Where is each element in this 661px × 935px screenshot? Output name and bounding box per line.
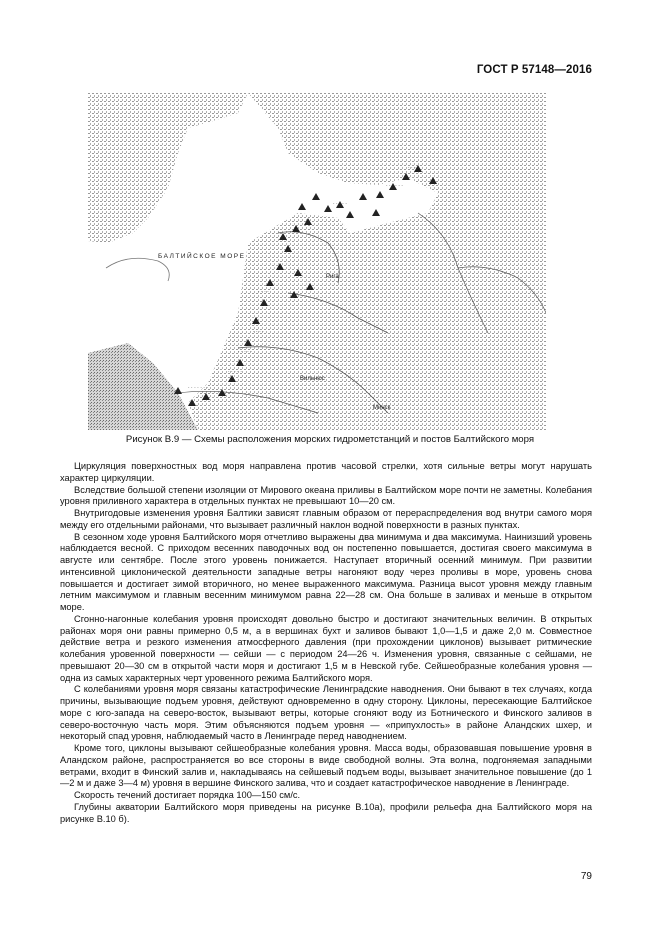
paragraph: С колебаниями уровня моря связаны катастрофические Ленинградские наводнения. Они бывают в тех случаях, когда причины, вызывающие подъем уровня, действуют одновременно в одну сторону. Циклоны, пересекающие Балтийское море с юго-запада на северо-восток, вызывают ветры, которые сгоняют воду из Ботнического и Финского заливов в северо-восточную часть моря. Этим объясняются подъем уровня — «припухлость» в районе Аландских шхер, и некоторый спад уровня, наблюдаемый часто в Ленинграде перед наводнением. <box>60 684 592 742</box>
svg-text:· · · · · ·: · · · · · · <box>386 183 403 189</box>
page-number: 79 <box>580 871 592 882</box>
paragraph: Циркуляция поверхностных вод моря направлена против часовой стрелки, хотя сильные ветры могут нарушать характер циркуляции. <box>60 461 592 483</box>
figure-caption: Рисунок В.9 — Схемы расположения морских гидрометстанций и постов Балтийского моря <box>125 434 535 445</box>
baltic-stations-map <box>88 93 546 430</box>
paragraph: Внутригодовые изменения уровня Балтики зависят главным образом от перераспределения вод внутри самого моря между его отдельными районами, что вызывает различный наклон водной поверхности в разных пунктах. <box>60 508 592 530</box>
paragraph: Скорость течений достигает порядка 100—150 см/с. <box>74 790 301 800</box>
svg-text:· · · ·: · · · · <box>253 329 264 335</box>
paragraph: Вследствие большой степени изоляции от Мирового океана приливы в Балтийском море почти не заметны. Колебания уровня приливного характера в отдельных пунктах не превышают 10—20 см. <box>60 484 592 507</box>
svg-text:· · · · ·: · · · · · <box>228 369 242 375</box>
body-text <box>60 461 592 825</box>
svg-text:· · · · ·: · · · · · <box>333 201 347 207</box>
document-standard-number: ГОСТ Р 57148—2016 <box>476 64 592 76</box>
svg-text:· · · · · · ·: · · · · · · · <box>188 385 208 391</box>
paragraph: Кроме того, циклоны вызывают сейшеобразные колебания уровня. Масса воды, образовавшая повышение уровня в Аландском районе, распространяется во все стороны в виде свободной волны. Эта волна, подгоняемая западными ветрами, входит в Финский залив и, накладываясь на сейшевый подъем воды, вызывает значительное повышение (до 1—2 м и даже 3—4 м) уровня в вершине Финского залива, что и создает катастрофическое наводнение в Ленинграде. <box>60 743 592 789</box>
map-label-riga: Рига <box>326 274 339 280</box>
map-label-sea: БАЛТИЙСКОЕ МОРЕ <box>158 253 246 260</box>
map-label-minsk: Минск <box>373 405 391 411</box>
paragraph: Глубины акватории Балтийского моря приведены на рисунке В.10а), профили рельефа дна Балтийского моря на рисунке В.10 б). <box>60 801 592 824</box>
paragraph: Сгонно-нагонные колебания уровня происходят довольно быстро и достигают значительных величин. В открытых районах моря они равны примерно 0,5 м, а в вершинах бухт и заливов бывают 1,0—1,5 и даже 2,0 м. Совместное действие ветра и резкого изменения атмосферного давления (при прохождении циклонов) вызывает ритмические колебания уровенной поверхности — сейши — с периодом 24—26 ч. Изменения уровня, связанные с сейшами, не превышают 20—30 см в открытой части моря и достигают 1,5 м в Невской губе. Сейшеобразные колебания уровня — одна из самых характерных черт уровенного режима Балтийского моря. <box>60 613 592 683</box>
map-label-vilnius: Вильнюс <box>300 376 325 382</box>
svg-text:· · · · ·: · · · · · <box>238 349 252 355</box>
svg-text:· · · ·: · · · · <box>408 165 419 171</box>
svg-text:· · · ·: · · · · <box>258 289 269 295</box>
paragraph: В сезонном ходе уровня Балтийского моря отчетливо выражены два минимума и два максимума. Наинизший уровень наблюдается весной. С приходом весенних паводочных вод он постепенно повышается, достигая своего максимума в августе или сентябре. После этого уровень понижается. Наступает вторичный осенний минимум. При развитии интенсивной циклонической деятельности западные ветры нагоняют воду через проливы в море, уровень снова повышается и достигает зимой вторичного, но менее выраженного максимума. Разница высот уровня между главным летним максимумом и главным весенним минимумом равна 22—28 см. Она больше в заливах и меньше в открытом море. <box>60 531 592 612</box>
